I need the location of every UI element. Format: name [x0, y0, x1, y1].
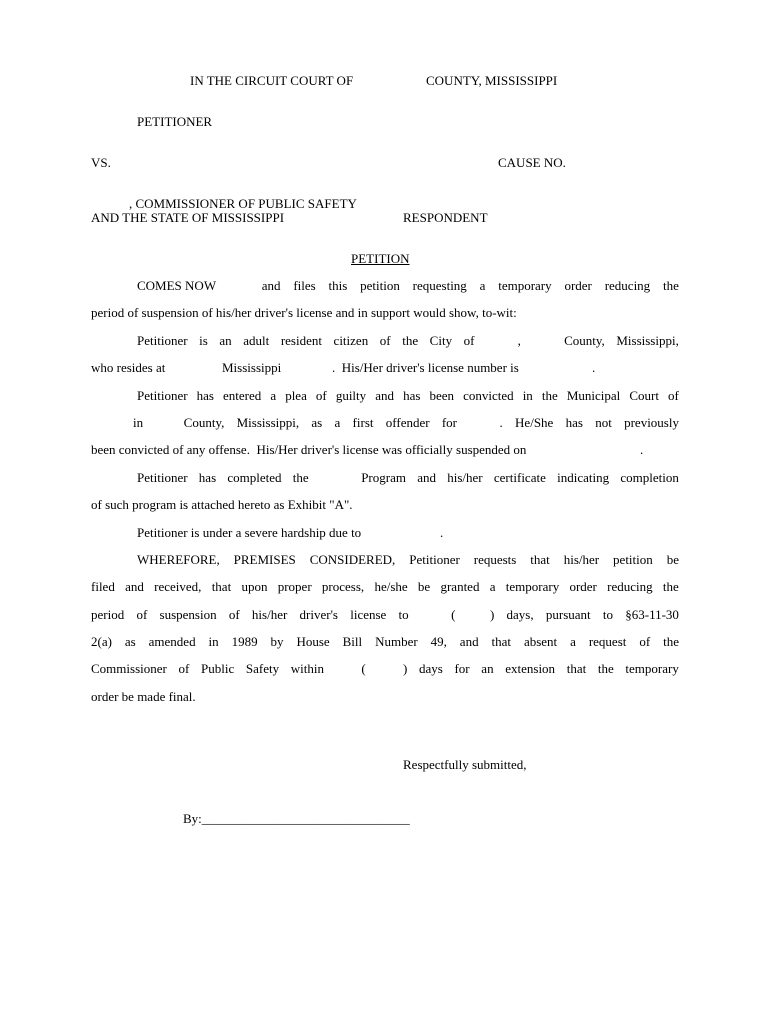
word: is [199, 333, 208, 348]
paragraph-5-line-1-b: . [440, 525, 444, 540]
paragraph-4-line-1 [137, 470, 679, 485]
paragraph-6-line-1 [137, 552, 679, 567]
word: that [491, 634, 512, 649]
paragraph-3-line-3-a: been convicted of any offense. His/Her driver's license was officially suspended on [91, 442, 527, 457]
word: of [463, 333, 475, 348]
document-title: PETITION [351, 251, 410, 266]
word: of [668, 388, 679, 403]
word: 1989 [231, 634, 258, 649]
word: that [566, 661, 587, 676]
word: of [315, 388, 327, 403]
word: amended [148, 634, 196, 649]
paragraph-5-line-1-a: Petitioner is under a severe hardship due to [137, 525, 362, 540]
word: reducing [604, 278, 651, 293]
cause-number-label: CAUSE NO. [498, 155, 566, 170]
word: temporary [505, 579, 560, 594]
word: Number [375, 634, 418, 649]
word: a [489, 579, 496, 594]
word: completion [620, 470, 679, 485]
word: ) [489, 607, 495, 622]
word: suspension [159, 607, 217, 622]
word: resident [280, 333, 322, 348]
word: . [499, 415, 503, 430]
word: County, [564, 333, 605, 348]
word: has [196, 388, 214, 403]
word: pursuant [545, 607, 591, 622]
word: the [292, 470, 309, 485]
word: Municipal [566, 388, 621, 403]
commissioner-line: , COMMISSIONER OF PUBLIC SAFETY [129, 196, 357, 211]
word: upon [241, 579, 268, 594]
word: the [662, 579, 679, 594]
word: an [481, 661, 494, 676]
paragraph-6-line-4 [91, 634, 679, 649]
word: temporary [498, 278, 552, 293]
word: license [350, 607, 387, 622]
word: his/her [251, 607, 288, 622]
word: the [663, 634, 679, 649]
word: reducing [607, 579, 653, 594]
word: order [564, 278, 592, 293]
word: for [454, 661, 470, 676]
word: days, [506, 607, 534, 622]
word: to [398, 607, 409, 622]
paragraph-3-line-1 [137, 388, 679, 403]
word: Petitioner [137, 388, 188, 403]
paragraph-4-line-2: of such program is attached hereto as Exhibit "A". [91, 497, 353, 512]
word: citizen [333, 333, 369, 348]
word: requesting [412, 278, 467, 293]
word: filed [91, 579, 115, 594]
word: of [178, 661, 190, 676]
signature-line: By:________________________________ [183, 811, 410, 826]
word: City [429, 333, 453, 348]
paragraph-6-line-2 [91, 579, 679, 594]
word: of [639, 634, 651, 649]
word: absent [523, 634, 558, 649]
paragraph-2-line-1 [137, 333, 679, 348]
word: Mississippi, [236, 415, 300, 430]
word: that [211, 579, 232, 594]
paragraph-2-line-2-d: . [592, 360, 596, 375]
word: Commissioner [91, 661, 167, 676]
paragraph-1-line-2: period of suspension of his/her driver's license and in support would show, to-wit: [91, 305, 517, 320]
word: County, [183, 415, 225, 430]
paragraph-6-line-6: order be made final. [91, 689, 196, 704]
word: been [429, 388, 455, 403]
word: driver's [299, 607, 338, 622]
word: Court [629, 388, 659, 403]
word: the [663, 278, 679, 293]
word: as [311, 415, 323, 430]
word: Program [361, 470, 406, 485]
word: the [541, 388, 558, 403]
word: §63-11-30 [625, 607, 679, 622]
word: that [530, 552, 550, 567]
word: his/her [447, 470, 483, 485]
word: and [459, 634, 479, 649]
state-line: AND THE STATE OF MISSISSIPPI [91, 210, 285, 225]
word: Public [201, 661, 235, 676]
word: by [270, 634, 284, 649]
word: proper [277, 579, 312, 594]
word: to [602, 607, 613, 622]
word: 2(a) [91, 634, 112, 649]
paragraph-2-line-2-a: who resides at [91, 360, 166, 375]
word: in [522, 388, 533, 403]
word: Mississippi, [616, 333, 679, 348]
word: has [565, 415, 583, 430]
word: entered [223, 388, 262, 403]
respectfully-submitted: Respectfully submitted, [403, 757, 527, 772]
word: period [91, 607, 125, 622]
word: 49, [430, 634, 447, 649]
paragraph-6-line-3 [91, 607, 679, 622]
word: and [417, 470, 436, 485]
word: offender [385, 415, 430, 430]
word: and [375, 388, 394, 403]
word: process, [321, 579, 365, 594]
word: in [133, 415, 144, 430]
word: Petitioner [137, 470, 188, 485]
word: the [402, 333, 419, 348]
word: has [198, 470, 217, 485]
word: a [479, 278, 486, 293]
word: PREMISES [233, 552, 296, 567]
word: an [219, 333, 232, 348]
word: has [403, 388, 421, 403]
word: he/she [374, 579, 408, 594]
word: Petitioner [409, 552, 460, 567]
word: first [352, 415, 374, 430]
word: as [124, 634, 136, 649]
word: indicating [557, 470, 610, 485]
paragraph-2-line-2-c: . His/Her driver's license number is [332, 360, 519, 375]
word: Bill [342, 634, 363, 649]
word: plea [285, 388, 307, 403]
word: of [379, 333, 391, 348]
word: of [136, 607, 148, 622]
word: completed [227, 470, 282, 485]
word: a [270, 388, 277, 403]
word: ( [361, 661, 366, 676]
paragraph-2-line-2-b: Mississippi [222, 360, 282, 375]
paragraph-1-line-1 [137, 278, 679, 293]
word: a [334, 415, 341, 430]
word: order [569, 579, 597, 594]
word: He/She [515, 415, 554, 430]
word: COMES NOW [137, 278, 217, 293]
word: be [666, 552, 679, 567]
word: CONSIDERED, [309, 552, 396, 567]
word: request [588, 634, 627, 649]
paragraph-3-line-2 [133, 415, 679, 430]
respondent-label: RESPONDENT [403, 210, 488, 225]
versus-label: VS. [91, 155, 111, 170]
petitioner-label: PETITIONER [137, 114, 213, 129]
word: in [208, 634, 219, 649]
word: Petitioner [137, 333, 188, 348]
word: petition [360, 278, 400, 293]
word: convicted [463, 388, 514, 403]
word: requests [473, 552, 517, 567]
word: , [517, 333, 521, 348]
word: within [290, 661, 324, 676]
word: guilty [335, 388, 367, 403]
word: days [418, 661, 443, 676]
court-caption-prefix: IN THE CIRCUIT COURT OF [190, 73, 354, 88]
paragraph-6-line-5 [91, 661, 679, 676]
word: Safety [245, 661, 280, 676]
word: petition [613, 552, 653, 567]
paragraph-3-line-3-b: . [640, 442, 644, 457]
word: of [228, 607, 240, 622]
word: files [293, 278, 316, 293]
word: and [261, 278, 281, 293]
word: certificate [493, 470, 546, 485]
word: the [597, 661, 614, 676]
word: extension [505, 661, 556, 676]
word: ) [402, 661, 408, 676]
word: and [125, 579, 144, 594]
word: WHEREFORE, [137, 552, 220, 567]
word: granted [440, 579, 480, 594]
court-caption-county: COUNTY, MISSISSIPPI [426, 73, 558, 88]
word: previously [624, 415, 679, 430]
word: temporary [625, 661, 679, 676]
word: adult [243, 333, 270, 348]
word: be [417, 579, 431, 594]
word: a [570, 634, 576, 649]
word: his/her [563, 552, 600, 567]
word: House [296, 634, 330, 649]
word: for [441, 415, 457, 430]
word: ( [451, 607, 456, 622]
word: not [595, 415, 612, 430]
word: received, [154, 579, 202, 594]
word: this [328, 278, 348, 293]
